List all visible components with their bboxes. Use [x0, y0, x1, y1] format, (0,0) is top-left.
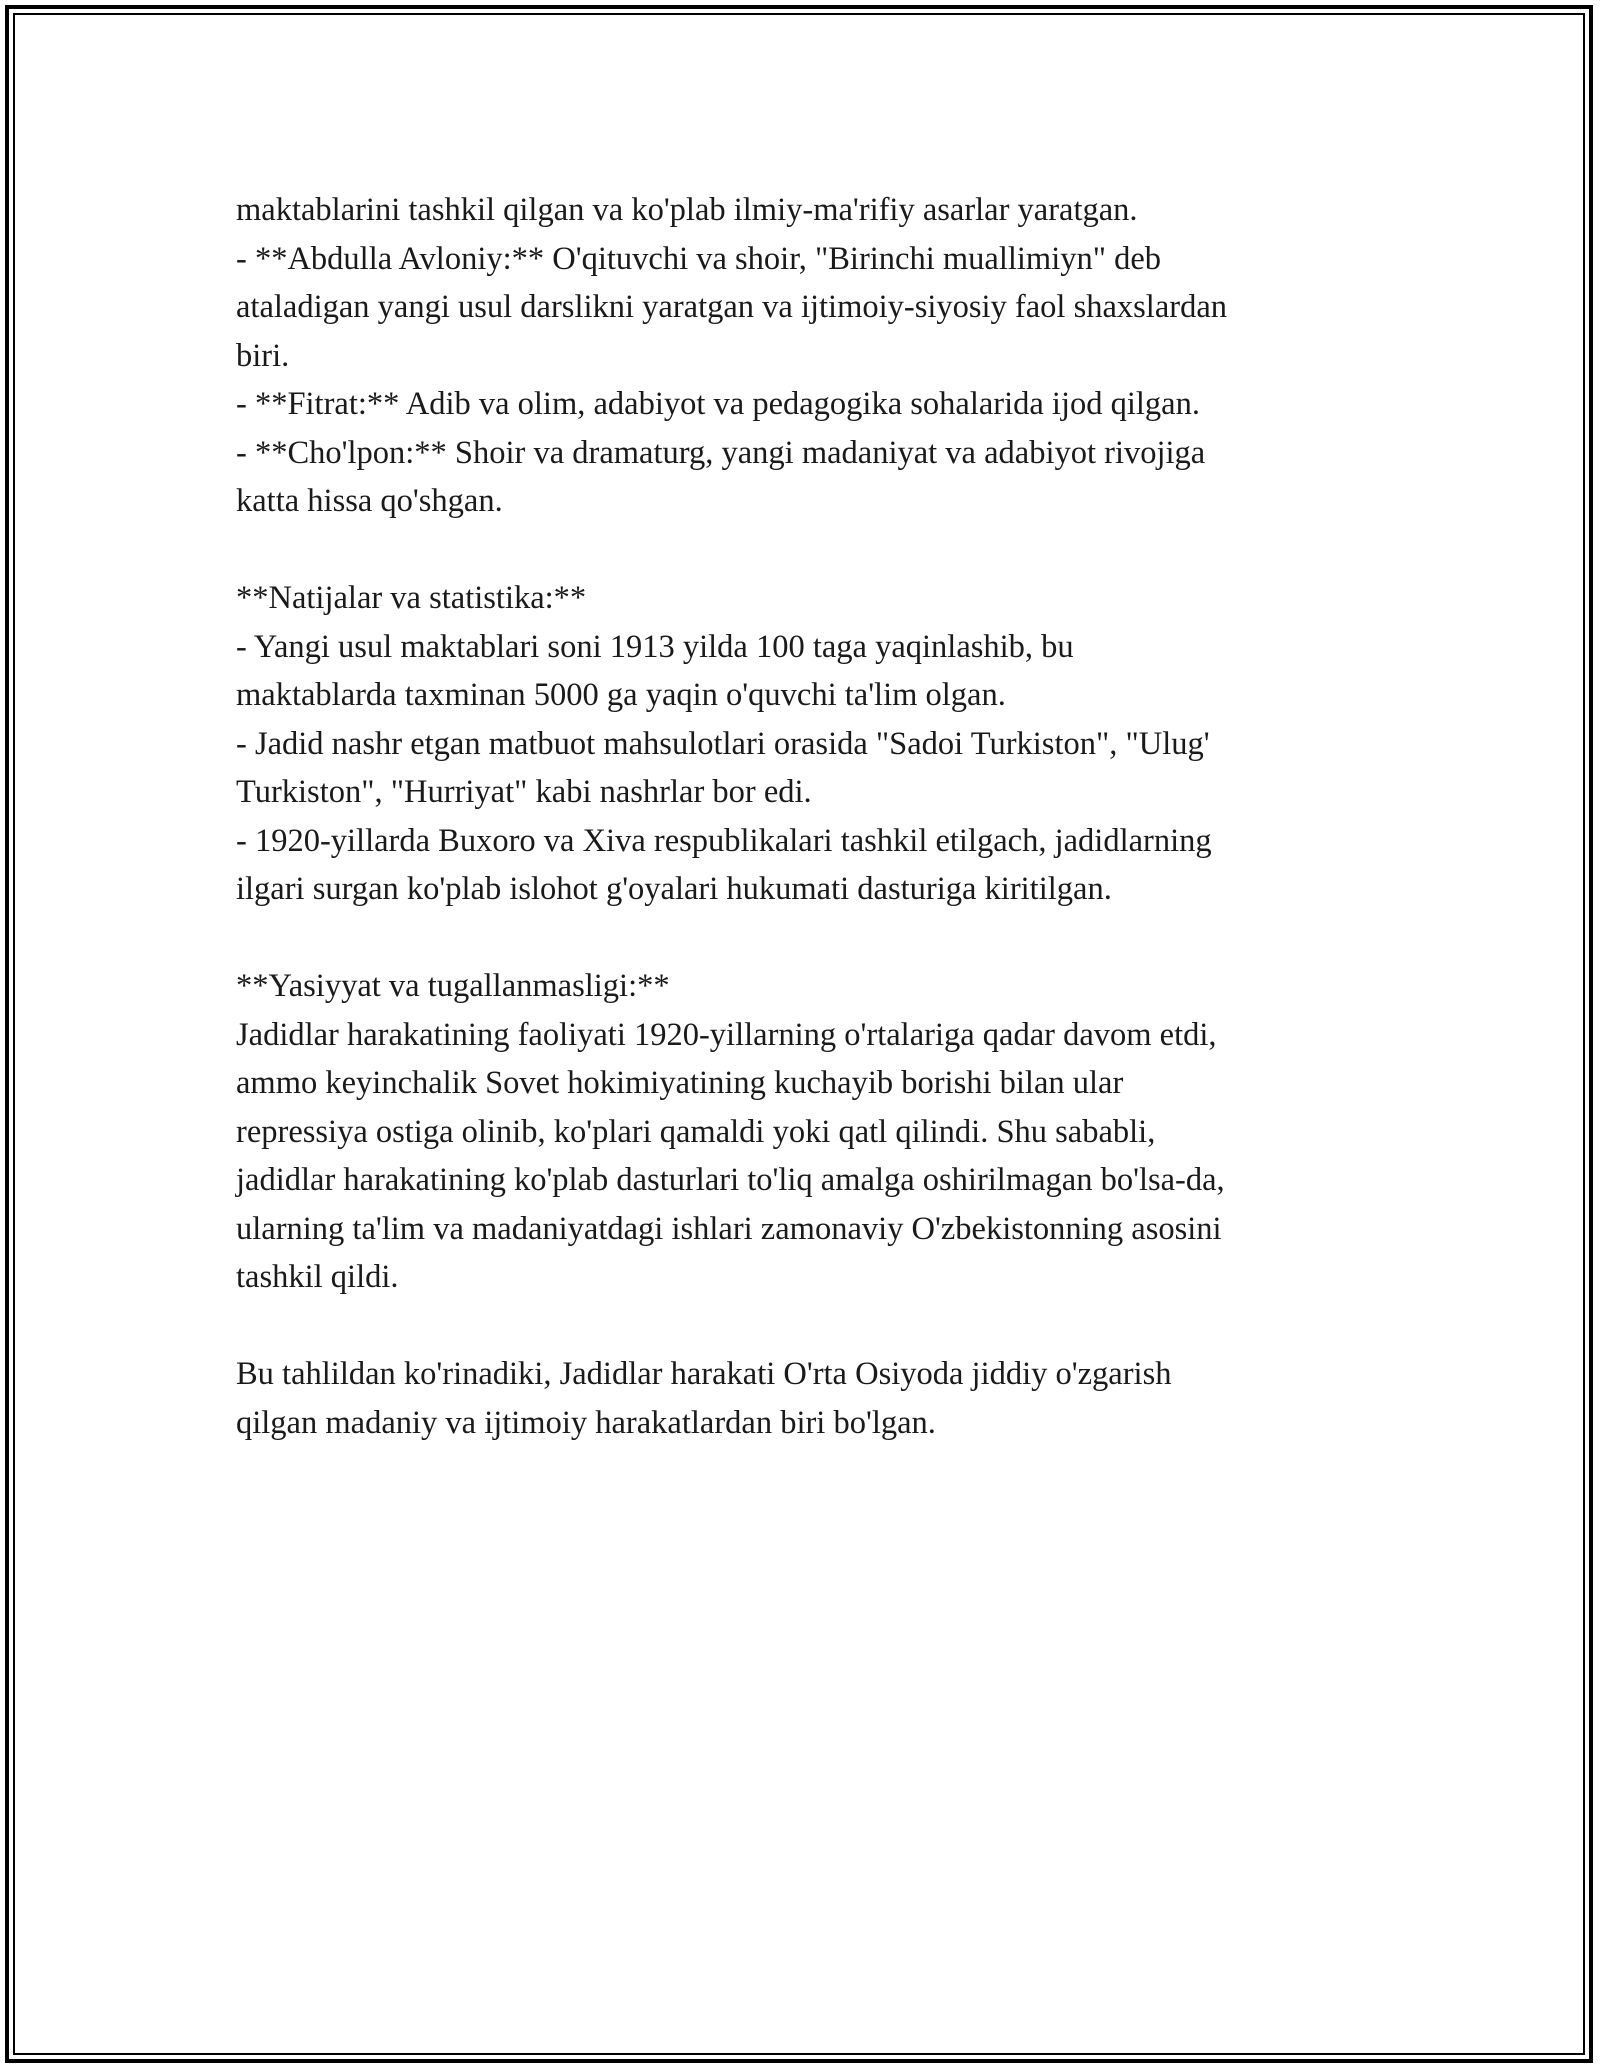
conclusion-line: Bu tahlildan ko'rinadiki, Jadidlar harakati O'rta Osiyoda jiddiy o'zgarish [236, 1356, 1172, 1392]
text-line: ularning ta'lim va madaniyatdagi ishlari zamonaviy O'zbekistonning asosini [236, 1210, 1222, 1247]
document-body [236, 186, 1376, 1447]
text-line: tashkil qildi. [236, 1259, 399, 1295]
list-item-avloniy: - **Abdulla Avloniy:** O'qituvchi va shoir, "Birinchi muallimiyn" deb [236, 240, 1162, 277]
text-line: repressiya ostiga olinib, ko'plari qamaldi yoki qatl qilindi. Shu sababli, [236, 1113, 1156, 1150]
paragraph-gap [236, 914, 1376, 963]
list-item-schools: - Yangi usul maktablari soni 1913 yilda 100 taga yaqinlashib, bu [236, 628, 1074, 665]
text-line: katta hissa qo'shgan. [236, 483, 503, 519]
section-heading-results: **Natijalar va statistika:** [236, 580, 587, 616]
list-item-fitrat: - **Fitrat:** Adib va olim, adabiyot va pedagogika sohalarida ijod qilgan. [236, 386, 1200, 422]
text-line: ilgari surgan ko'plab islohot g'oyalari hukumati dasturiga kiritilgan. [236, 871, 1112, 907]
text-line: jadidlar harakatining ko'plab dasturlari to'liq amalga oshirilmagan bo'lsa-da, [236, 1162, 1225, 1198]
paragraph-gap [236, 1302, 1376, 1351]
section-heading-legacy: **Yasiyyat va tugallanmasligi:** [236, 968, 670, 1004]
list-item-cholpon: - **Cho'lpon:** Shoir va dramaturg, yangi madaniyat va adabiyot rivojiga [236, 434, 1206, 471]
text-line: ammo keyinchalik Sovet hokimiyatining kuchayib borishi bilan ular [236, 1065, 1124, 1101]
text-line: Jadidlar harakatining faoliyati 1920-yillarning o'rtalariga qadar davom etdi, [236, 1016, 1217, 1053]
text-line: maktablarini tashkil qilgan va ko'plab ilmiy-ma'rifiy asarlar yaratgan. [236, 192, 1138, 228]
list-item-press: - Jadid nashr etgan matbuot mahsulotlari orasida "Sadoi Turkiston", "Ulug' [236, 725, 1210, 762]
text-line: maktablarda taxminan 5000 ga yaqin o'quvchi ta'lim olgan. [236, 677, 1006, 713]
list-item-republics: - 1920-yillarda Buxoro va Xiva respublikalari tashkil etilgach, jadidlarning [236, 822, 1212, 859]
conclusion-line: qilgan madaniy va ijtimoiy harakatlardan biri bo'lgan. [236, 1404, 936, 1441]
text-line: biri. [236, 337, 290, 374]
text-line: Turkiston", "Hurriyat" kabi nashrlar bor edi. [236, 774, 812, 810]
text-line: ataladigan yangi usul darslikni yaratgan va ijtimoiy-siyosiy faol shaxslardan [236, 289, 1228, 325]
paragraph-gap [236, 526, 1376, 575]
